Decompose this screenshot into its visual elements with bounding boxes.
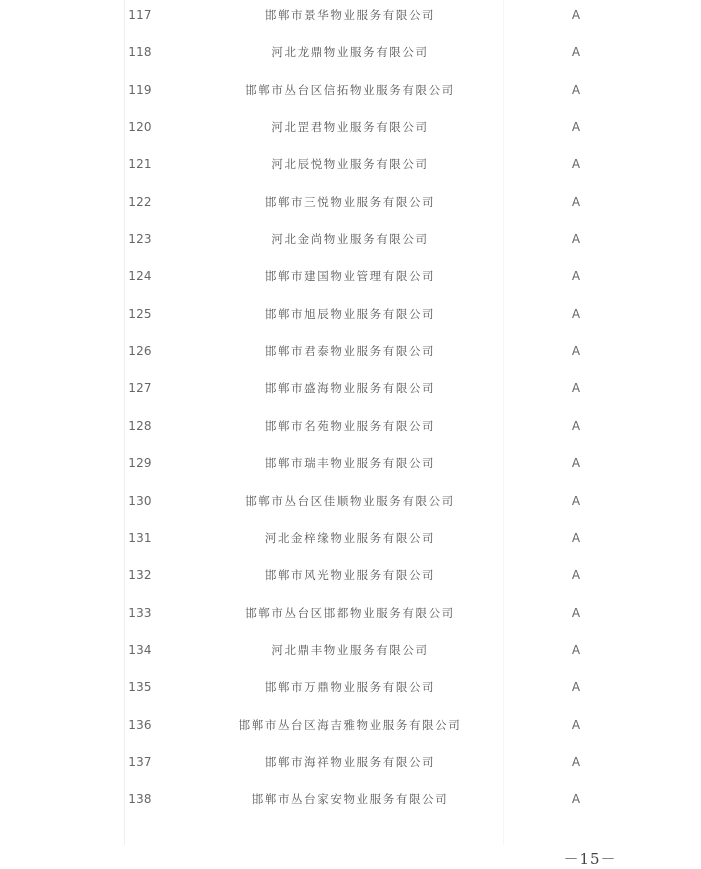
grade: A	[571, 418, 581, 433]
company-name: 河北罡君物业服务有限公司	[271, 120, 429, 135]
grade: A	[571, 381, 581, 396]
grade: A	[571, 8, 581, 22]
company-name: 邯郸市盛海物业服务有限公司	[264, 381, 436, 396]
grade: A	[571, 642, 581, 657]
grade: A	[571, 232, 581, 247]
company-name: 邯郸市三悦物业服务有限公司	[264, 194, 436, 209]
grade: A	[571, 306, 581, 321]
table-row	[0, 220, 701, 257]
table-row	[0, 557, 701, 594]
company-name: 河北金梓缘物业服务有限公司	[264, 530, 436, 545]
table-row	[0, 0, 701, 34]
row-number: 130	[128, 493, 152, 508]
table-row	[0, 370, 701, 407]
row-number: 128	[128, 418, 152, 433]
company-name: 邯郸市旭辰物业服务有限公司	[264, 306, 436, 321]
table-row	[0, 445, 701, 482]
grade: A	[571, 157, 581, 172]
table-row	[0, 781, 701, 818]
grade: A	[571, 120, 581, 135]
table-row	[0, 631, 701, 668]
table-row	[0, 669, 701, 706]
table-row	[0, 146, 701, 183]
row-number: 134	[128, 642, 152, 657]
grade: A	[571, 530, 581, 545]
table-row	[0, 183, 701, 220]
company-name: 邯郸市丛台区海吉雅物业服务有限公司	[238, 717, 462, 732]
grade: A	[571, 456, 581, 471]
table-row	[0, 706, 701, 743]
row-number: 120	[128, 120, 152, 135]
company-name: 邯郸市君泰物业服务有限公司	[264, 344, 436, 359]
row-number: 125	[128, 306, 152, 321]
grade: A	[571, 269, 581, 284]
row-number: 123	[128, 232, 152, 247]
row-number: 132	[128, 568, 152, 583]
company-name: 邯郸市建国物业管理有限公司	[264, 269, 436, 284]
company-name: 邯郸市丛台家安物业服务有限公司	[251, 792, 449, 807]
table-row	[0, 482, 701, 519]
grade: A	[571, 344, 581, 359]
row-number: 138	[128, 792, 152, 807]
table-row	[0, 407, 701, 444]
row-number: 129	[128, 456, 152, 471]
row-number: 119	[128, 82, 152, 97]
table-row	[0, 108, 701, 145]
company-name: 邯郸市海祥物业服务有限公司	[264, 754, 436, 769]
company-name: 邯郸市万鼎物业服务有限公司	[264, 680, 436, 695]
table-row	[0, 594, 701, 631]
row-number: 124	[128, 269, 152, 284]
grade: A	[571, 605, 581, 620]
row-number: 127	[128, 381, 152, 396]
grade: A	[571, 45, 581, 60]
row-number: 121	[128, 157, 152, 172]
row-number: 133	[128, 605, 152, 620]
table-row	[0, 258, 701, 295]
grade: A	[571, 717, 581, 732]
grade: A	[571, 754, 581, 769]
row-number: 118	[128, 45, 152, 60]
company-name: 邯郸市风光物业服务有限公司	[264, 568, 436, 583]
grade: A	[571, 194, 581, 209]
table-row	[0, 34, 701, 71]
company-name: 邯郸市景华物业服务有限公司	[264, 8, 436, 22]
company-name: 河北鼎丰物业服务有限公司	[271, 642, 429, 657]
row-number: 122	[128, 194, 152, 209]
company-name: 邯郸市名苑物业服务有限公司	[264, 418, 436, 433]
row-number: 135	[128, 680, 152, 695]
company-name: 河北龙鼎物业服务有限公司	[271, 45, 429, 60]
row-number: 117	[128, 8, 152, 22]
row-number: 131	[128, 530, 152, 545]
table-row	[0, 743, 701, 780]
table-row	[0, 332, 701, 369]
page-number: －15－	[563, 850, 617, 868]
grade: A	[571, 493, 581, 508]
grade: A	[571, 568, 581, 583]
table-row	[0, 71, 701, 108]
row-number: 126	[128, 344, 152, 359]
company-name: 邯郸市瑞丰物业服务有限公司	[264, 456, 436, 471]
row-number: 137	[128, 754, 152, 769]
table-row	[0, 295, 701, 332]
grade: A	[571, 792, 581, 807]
company-name: 河北辰悦物业服务有限公司	[271, 157, 429, 172]
table-row	[0, 519, 701, 556]
company-name: 河北金尚物业服务有限公司	[271, 232, 429, 247]
row-number: 136	[128, 717, 152, 732]
grade: A	[571, 680, 581, 695]
grade: A	[571, 82, 581, 97]
company-name: 邯郸市丛台区信拓物业服务有限公司	[245, 82, 455, 97]
company-name: 邯郸市丛台区邯都物业服务有限公司	[245, 605, 455, 620]
company-name: 邯郸市丛台区佳顺物业服务有限公司	[245, 493, 455, 508]
